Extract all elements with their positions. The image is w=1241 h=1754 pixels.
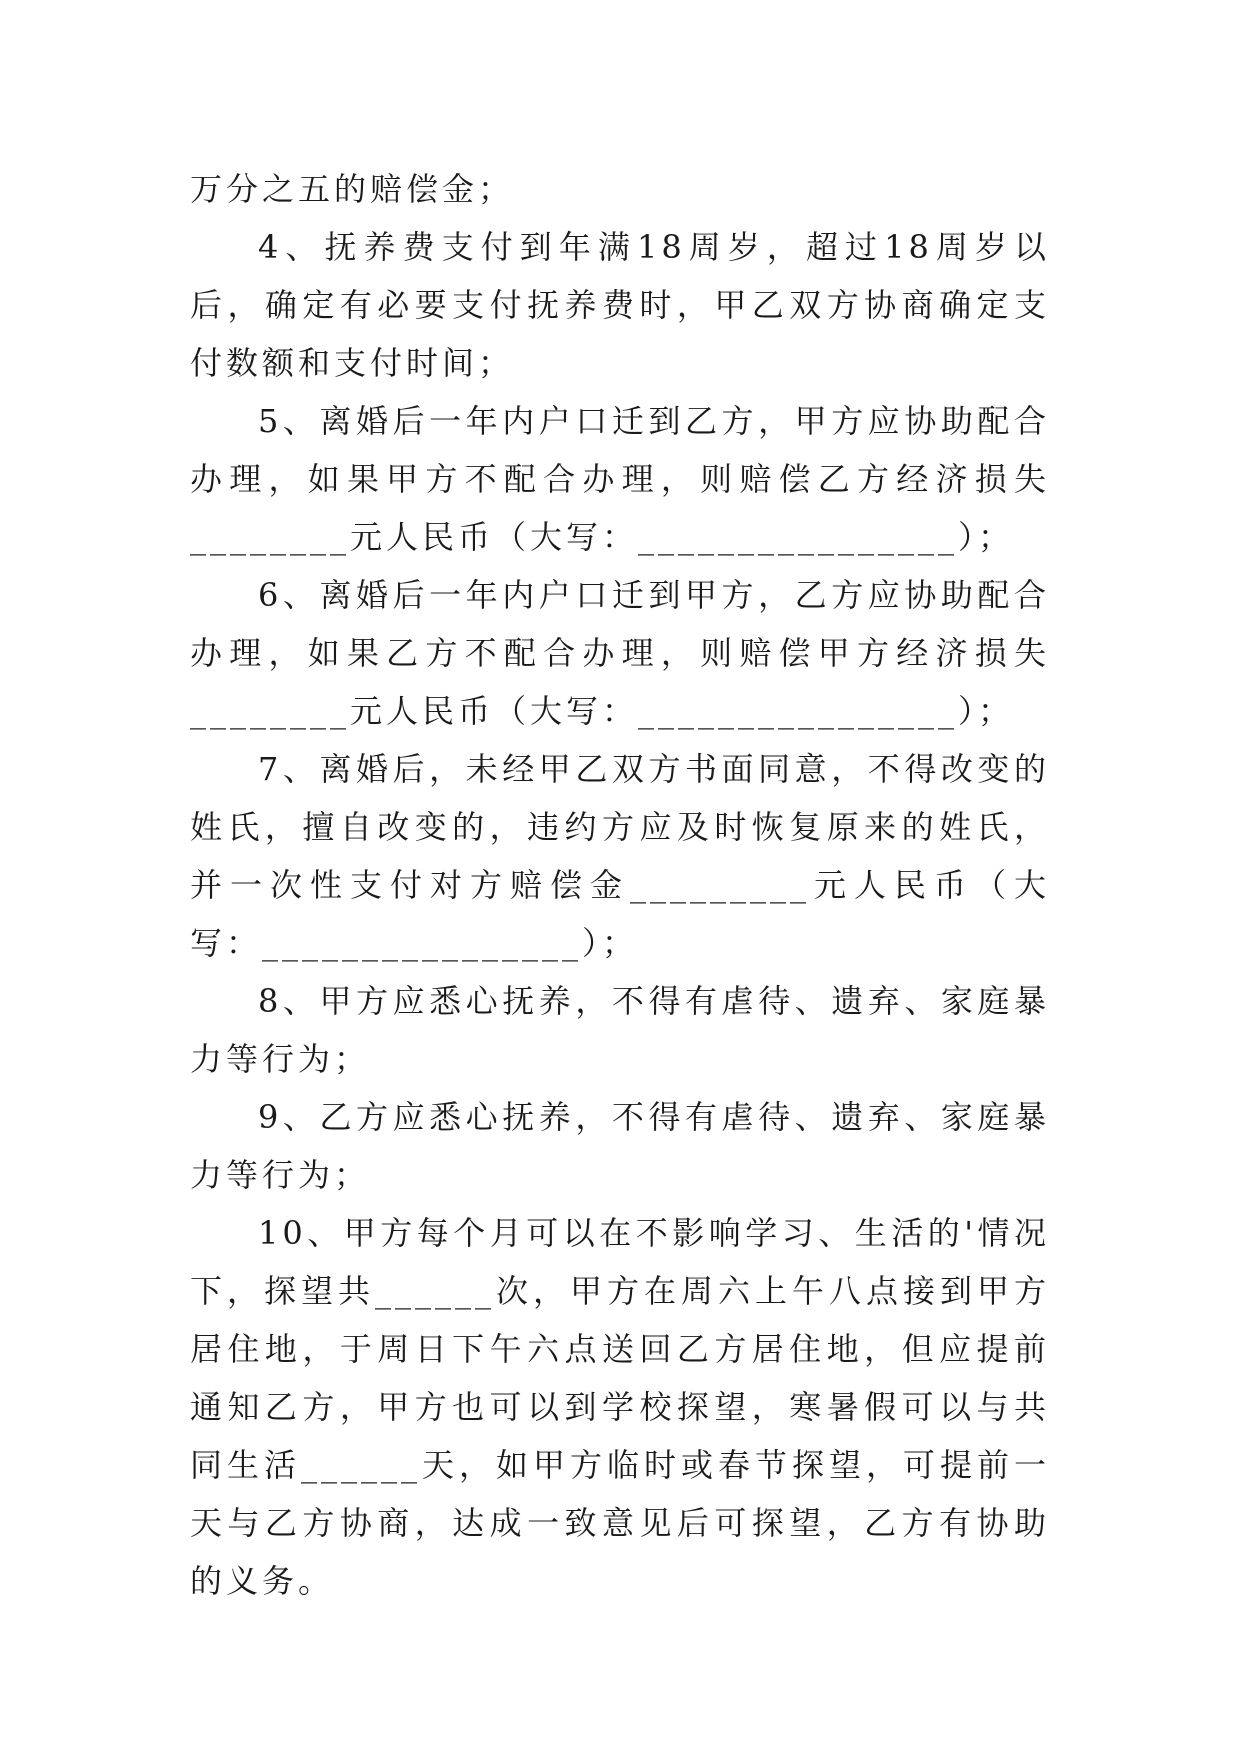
paragraph-clause-6: 6、离婚后一年内户口迁到甲方，乙方应协助配合办理，如果乙方不配合办理，则赔偿甲方经济损失________元人民币（大写：________________）； [190,576,1050,730]
document-body [190,160,1050,1610]
paragraph-clause-5: 5、离婚后一年内户口迁到乙方，甲方应协助配合办理，如果甲方不配合办理，则赔偿乙方经济损失________元人民币（大写：________________）； [190,402,1050,556]
paragraph-clause-7: 7、离婚后，未经甲乙双方书面同意，不得改变的姓氏，擅自改变的，违约方应及时恢复原来的姓氏，并一次性支付对方赔偿金_________元人民币（大写：________________）； [190,750,1050,962]
paragraph-clause-4: 4、抚养费支付到年满18周岁，超过18周岁以后，确定有必要支付抚养费时，甲乙双方协商确定支付数额和支付时间； [190,228,1050,382]
paragraph-clause-10: 10、甲方每个月可以在不影响学习、生活的'情况下，探望共______次，甲方在周六上午八点接到甲方居住地，于周日下午六点送回乙方居住地，但应提前通知乙方，甲方也可以到学校探望，寒暑假可以与共同生活______天，如甲方临时或春节探望，可提前一天与乙方协商，达成一致意见后可探望，乙方有协助的义务。 [190,1214,1050,1600]
paragraph-compensation-tail: 万分之五的赔偿金； [190,170,515,208]
paragraph-clause-8: 8、甲方应悉心抚养，不得有虐待、遗弃、家庭暴力等行为； [190,982,1050,1078]
paragraph-clause-9: 9、乙方应悉心抚养，不得有虐待、遗弃、家庭暴力等行为； [190,1098,1050,1194]
